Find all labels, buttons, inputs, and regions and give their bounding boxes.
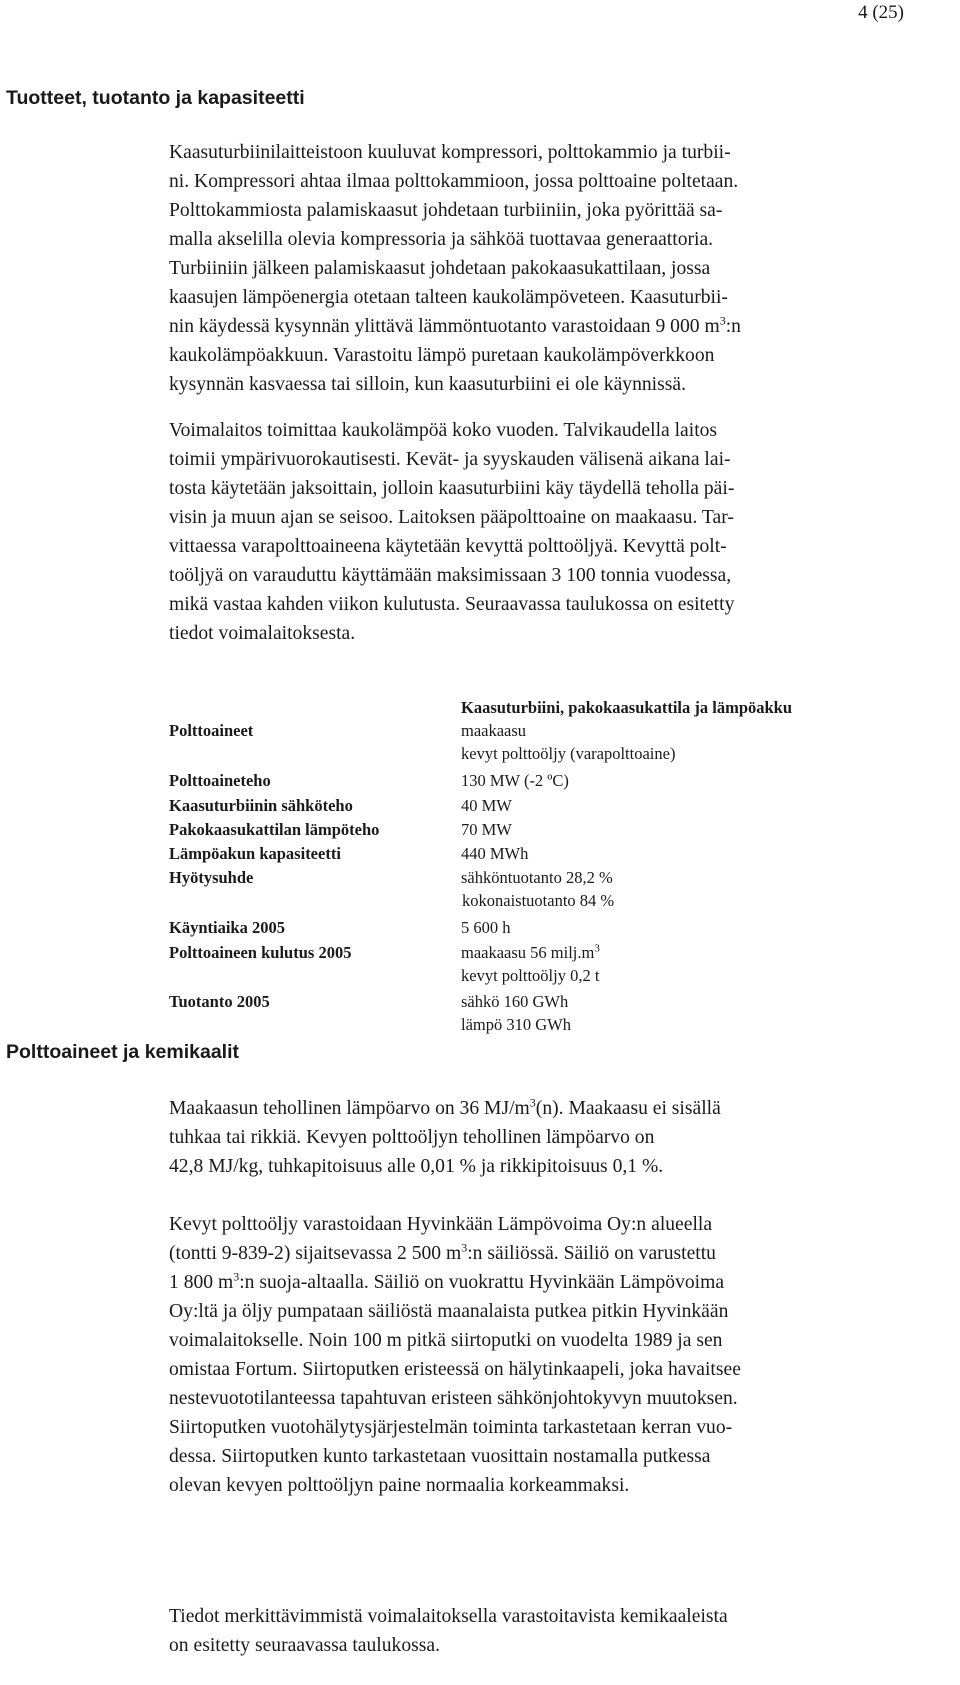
text-span: 1 800 m (169, 1272, 234, 1293)
row-value: sähköntuotanto 28,2 % (461, 868, 613, 887)
text-span: :n säiliössä. Säiliö on varustettu (467, 1243, 716, 1264)
row-label: Pakokaasukattilan lämpöteho (169, 820, 380, 839)
text-line: kaasujen lämpöenergia otetaan talteen kaukolämpöveteen. Kaasuturbii- (169, 287, 728, 308)
text-span: (tontti 9-839-2) sijaitsevassa 2 500 m (169, 1243, 462, 1264)
row-values (461, 991, 571, 1037)
text-line: on esitetty seuraavassa taulukossa. (169, 1635, 440, 1656)
text-line: Kaasuturbiinilaitteistoon kuuluvat kompressori, polttokammio ja turbii- (169, 142, 731, 163)
text-line: toöljyä on varauduttu käyttämään maksimissaan 3 100 tonnia vuodessa, (169, 565, 732, 586)
row-values (461, 795, 512, 818)
row-label: Hyötysuhde (169, 868, 254, 887)
row-value: kokonaistuotanto 84 % (462, 891, 615, 910)
text-line: tosta käytetään jaksoittain, jolloin kaasuturbiini käy täydellä teholla päi- (169, 478, 735, 499)
text-line: voimalaitokselle. Noin 100 m pitkä siirtoputki on vuodelta 1989 ja sen (169, 1330, 723, 1351)
text-span: nin käydessä kysynnän ylittävä lämmöntuotanto varastoidaan 9 000 m (169, 316, 720, 337)
text-line: ni. Kompressori ahtaa ilmaa polttokammioon, jossa polttoaine poltetaan. (169, 171, 739, 192)
row-value: 40 MW (461, 796, 512, 815)
section-heading-fuels: Polttoaineet ja kemikaalit (6, 1041, 240, 1063)
row-value: kevyt polttoöljy (varapolttoaine) (461, 744, 676, 763)
row-value: 70 MW (461, 820, 512, 839)
text-line: toimii ympärivuorokautisesti. Kevät- ja syyskauden välisenä aikana lai- (169, 449, 731, 470)
row-label: Polttoaineen kulutus 2005 (169, 943, 352, 962)
text-line: olevan kevyen polttoöljyn paine normaalia korkeammaksi. (169, 1475, 630, 1496)
paragraph-operation (169, 416, 883, 648)
row-values (461, 770, 569, 793)
paragraph-chemicals (169, 1602, 883, 1660)
superscript: 3 (233, 1269, 240, 1284)
row-label: Tuotanto 2005 (169, 992, 270, 1011)
text-line: dessa. Siirtoputken kunto tarkastetaan vuosittain nostamalla putkessa (169, 1446, 711, 1467)
row-value: kevyt polttoöljy 0,2 t (461, 966, 600, 985)
text-line: mikä vastaa kahden viikon kulutusta. Seuraavassa taulukossa on esitetty (169, 594, 735, 615)
text-line: 42,8 MJ/kg, tuhkapitoisuus alle 0,01 % ja rikkipitoisuus 0,1 %. (169, 1156, 664, 1177)
text-span: :n (725, 316, 741, 337)
row-label: Kaasuturbiinin sähköteho (169, 796, 353, 815)
text-line: kysynnän kasvaessa tai silloin, kun kaasuturbiini ei ole käynnissä. (169, 374, 686, 395)
page-number: 4 (25) (858, 2, 904, 23)
text-line: Polttokammiosta palamiskaasut johdetaan turbiiniin, joka pyörittää sa- (169, 200, 723, 221)
row-values (461, 843, 528, 866)
row-values (461, 942, 600, 988)
row-label: Käyntiaika 2005 (169, 918, 285, 937)
row-label: Polttoaineteho (169, 771, 271, 790)
text-line: tiedot voimalaitoksesta. (169, 623, 356, 644)
text-line: kaukolämpöakkuun. Varastoitu lämpö puretaan kaukolämpöverkkoon (169, 345, 715, 366)
text-line (169, 1268, 883, 1297)
text-span: Maakaasun tehollinen lämpöarvo on 36 MJ/m (169, 1098, 530, 1119)
paragraph-gas-turbine-description (169, 138, 883, 399)
row-value: sähkö 160 GWh (461, 992, 569, 1011)
superscript: 3 (719, 313, 726, 328)
text-line: tuhkaa tai rikkiä. Kevyen polttoöljyn tehollinen lämpöarvo on (169, 1127, 655, 1148)
text-line: omistaa Fortum. Siirtoputken eristeessä on hälytinkaapeli, joka havaitsee (169, 1359, 741, 1380)
row-value: 130 MW (-2 ºC) (461, 771, 569, 790)
text-span: maakaasu 56 milj.m (461, 943, 595, 962)
row-values (461, 819, 512, 842)
superscript: 3 (461, 1240, 468, 1255)
text-line: Oy:ltä ja öljy pumpataan säiliöstä maanalaista putkea pitkin Hyvinkään (169, 1301, 729, 1322)
text-span: :n suoja-altaalla. Säiliö on vuokrattu Hyvinkään Lämpövoima (239, 1272, 725, 1293)
row-values (461, 720, 675, 766)
text-line: vittaessa varapolttoaineena käytetään kevyttä polttoöljyä. Kevyttä polt- (169, 536, 727, 557)
text-line: Voimalaitos toimittaa kaukolämpöä koko vuoden. Talvikaudella laitos (169, 420, 718, 441)
row-label: Polttoaineet (169, 721, 254, 740)
table-header: Kaasuturbiini, pakokaasukattila ja lämpöakku (461, 698, 793, 717)
text-line: visin ja muun ajan se seisoo. Laitoksen pääpolttoaine on maakaasu. Tar- (169, 507, 734, 528)
text-line: Turbiiniin jälkeen palamiskaasut johdetaan pakokaasukattilaan, jossa (169, 258, 711, 279)
row-value: 5 600 h (461, 918, 511, 937)
row-values (461, 917, 511, 940)
text-line: malla akselilla olevia kompressoria ja sähköä tuottavaa generaattoria. (169, 229, 714, 250)
text-line: Kevyt polttoöljy varastoidaan Hyvinkään Lämpövoima Oy:n alueella (169, 1214, 713, 1235)
text-line: Siirtoputken vuotohälytysjärjestelmän toiminta tarkastetaan kerran vuo- (169, 1417, 733, 1438)
text-span: (n). Maakaasu ei sisällä (535, 1098, 721, 1119)
row-value: lämpö 310 GWh (461, 1015, 571, 1034)
row-value: maakaasu (461, 721, 527, 740)
superscript: 3 (529, 1095, 536, 1110)
row-value: 440 MWh (461, 844, 529, 863)
text-line (169, 312, 883, 341)
row-values (461, 867, 614, 913)
section-heading-products: Tuotteet, tuotanto ja kapasiteetti (6, 87, 305, 109)
text-line: Tiedot merkittävimmistä voimalaitoksella varastoitavista kemikaaleista (169, 1606, 728, 1627)
paragraph-fuel-properties (169, 1094, 883, 1181)
row-value (461, 942, 600, 965)
superscript: 3 (594, 942, 600, 955)
text-line (169, 1094, 883, 1123)
text-line: nestevuototilanteessa tapahtuvan eristeen sähkönjohtokyvyn muutoksen. (169, 1388, 738, 1409)
text-line (169, 1239, 883, 1268)
row-label: Lämpöakun kapasiteetti (169, 844, 341, 863)
paragraph-oil-storage (169, 1210, 883, 1500)
